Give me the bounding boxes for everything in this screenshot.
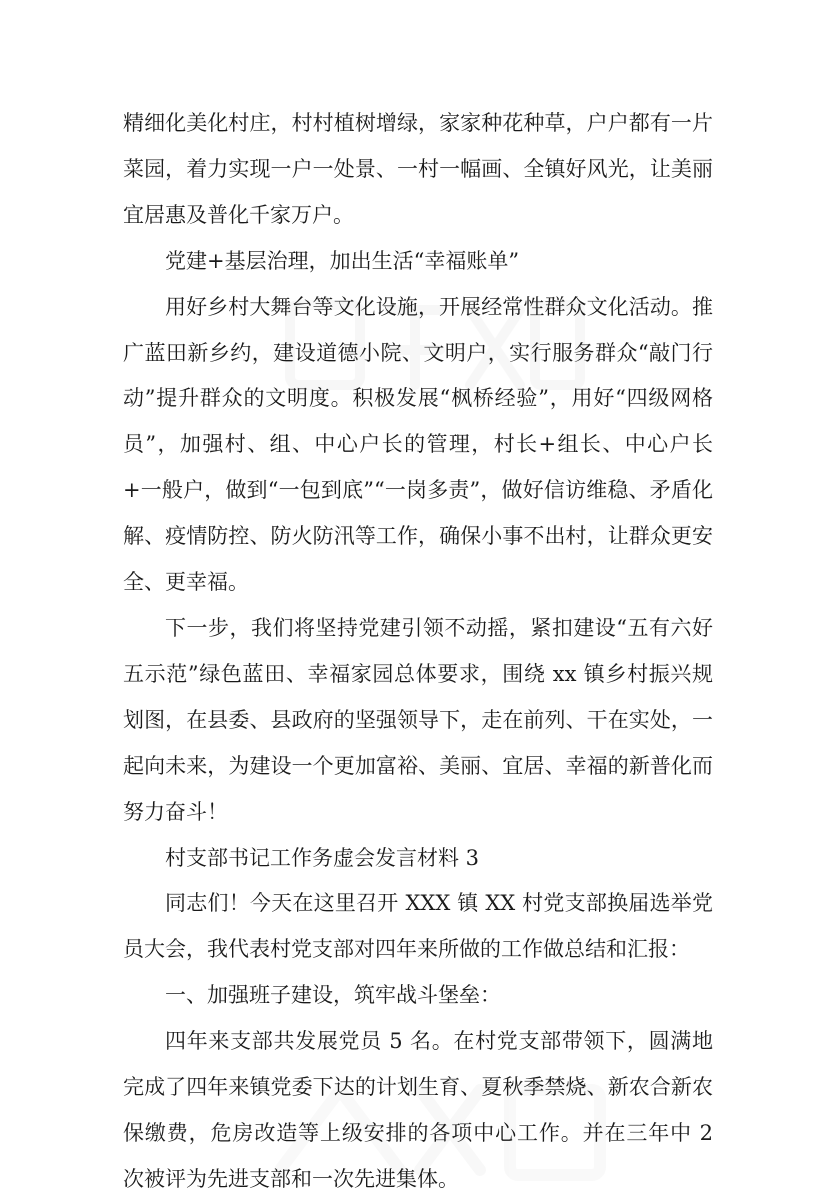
paragraph-cultural-activities: 用好乡村大舞台等文化设施，开展经常性群众文化活动。推广蓝田新乡约，建设道德小院、文明户，实行服务群众“敲门行动”提升群众的文明度。积极发展“枫桥经验”，用好“四级网格员”，加强村、组、中心户长的管理，村长+组长、中心户长+一般户，做到“一包到底”“一岗多责”，做好信访维稳、矛盾化解、疫情防控、防火防汛等工作，确保小事不出村，让群众更安全、更幸福。 — [123, 294, 713, 595]
document-body — [123, 101, 713, 1203]
paragraph-next-steps: 下一步，我们将坚持党建引领不动摇，紧扣建设“五有六好五示范”绿色蓝田、幸福家园总体要求，围绕 xx 镇乡村振兴规划图，在县委、县政府的坚强领导下，走在前列、干在实处，一起向未来，为建设一个更加富裕、美丽、宜居、幸福的新普化而努力奋斗！ — [123, 615, 713, 824]
section-heading-team-building: 一、加强班子建设，筑牢战斗堡垒： — [165, 983, 501, 1008]
paragraph-party-development: 四年来支部共发展党员 5 名。在村党支部带领下，圆满地完成了四年来镇党委下达的计划生育、夏秋季禁烧、新农合新农保缴费，危房改造等上级安排的各项中心工作。并在三年中 2 次被评为先进支部和一次先进集体。 — [123, 1029, 713, 1191]
paragraph-village-beautification: 精细化美化村庄，村村植树增绿，家家种花种草，户户都有一片菜园，着力实现一户一处景、一村一幅画、全镇好风光，让美丽宜居惠及普化千家万户。 — [123, 111, 713, 227]
section-heading-party-governance: 党建+基层治理，加出生活“幸福账单” — [165, 248, 520, 273]
section-title-speech-material-3: 村支部书记工作务虚会发言材料 3 — [165, 845, 480, 870]
paragraph-greeting: 同志们！今天在这里召开 XXX 镇 XX 村党支部换届选举党员大会，我代表村党支部对四年来所做的工作做总结和汇报： — [123, 891, 713, 962]
